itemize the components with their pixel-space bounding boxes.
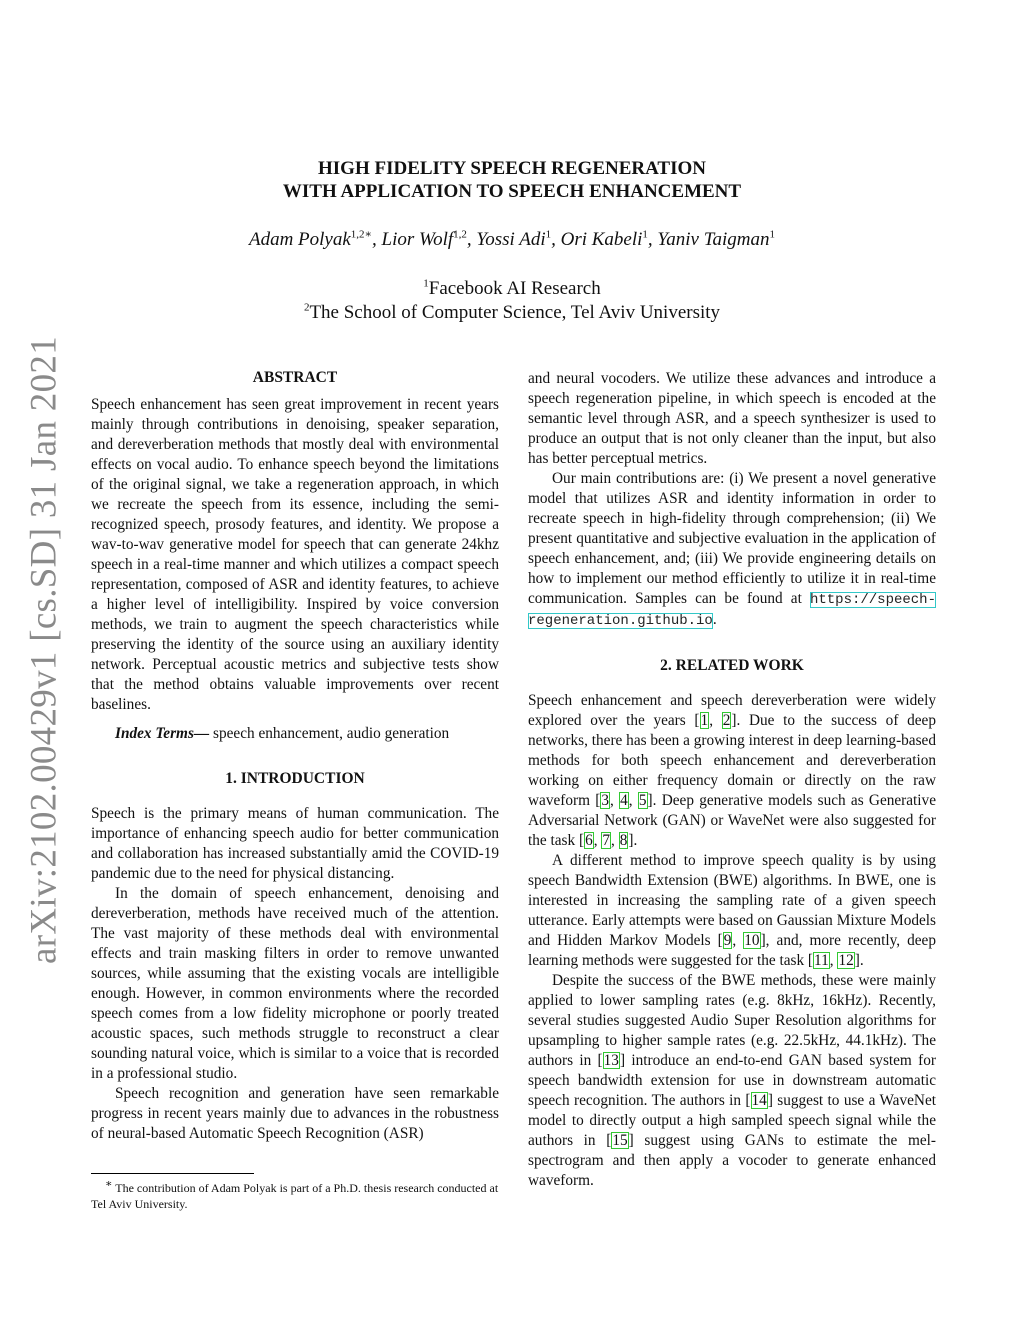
intro-paragraph-2: In the domain of speech enhancement, denoising and dereverberation, methods have received much of the attention. The vast majority of these methods deal with environmental effects and train masking filters in order to remove unwanted sources, while assuming that the existing vocals are intelligible enough. However, in common environments where the recorded speech comes from a low fidelity microphone or poorly treated acoustic spaces, such methods struggle to reconstruct a clear sounding natural voice, which is similar to a voice that is recorded in a professional studio. <box>91 885 499 1082</box>
affiliation-2: $^2$The School of Computer Science, Tel Aviv University <box>303 301 721 323</box>
samples-url-link[interactable]: https://speech-regeneration.github.io <box>528 592 936 629</box>
intro-paragraph-3: Speech recognition and generation have seen remarkable progress in recent years mainly due to advances in the robustness of neural-based Automatic Speech Recognition (ASR) <box>91 1085 499 1142</box>
citation-link[interactable]: 5 <box>638 792 647 809</box>
citation-link[interactable]: 13 <box>603 1052 619 1069</box>
arxiv-identifier: arXiv:2102.00429v1 [cs.SD] 31 Jan 2021 <box>23 335 65 965</box>
intro-contributions: Our main contributions are: (i) We present a novel generative model that utilizes ASR and identity information in order to recreate speech in high-fidelity through comprehension; (ii) We present quantitative and subjective evaluation in the application of speech enhancement, and; (iii) We provide engineering details on how to implement our method efficiently to utilize it in real-time communication. Samples can be found at https://speech-regeneration.github.io. <box>528 470 936 629</box>
author-affil-mark: 1 <box>642 228 648 241</box>
title-line-1: HIGH FIDELITY SPEECH REGENERATION <box>318 158 706 179</box>
author: Ori Kabeli <box>560 229 643 250</box>
author: Adam Polyak <box>248 229 351 250</box>
index-terms <box>91 724 499 744</box>
author: Lior Wolf <box>381 229 454 250</box>
abstract-heading: ABSTRACT <box>252 369 338 386</box>
author-affil-mark: 1,2 <box>453 228 467 241</box>
author-affil-mark: 1 <box>769 228 776 241</box>
footnote-mark: ∗ <box>105 1178 113 1190</box>
citation-link[interactable]: 14 <box>751 1092 767 1109</box>
left-column <box>91 369 499 1144</box>
index-terms-text: speech enhancement, audio generation <box>209 725 450 742</box>
citation-link[interactable]: 2 <box>722 712 731 729</box>
intro-heading: 1. INTRODUCTION <box>225 770 365 787</box>
citation-link[interactable]: 8 <box>619 832 628 849</box>
intro-paragraph-1: Speech is the primary means of human communication. The importance of enhancing speech audio for better communication and collaboration has increased substantially amid the COVID-19 pandemic due to the need for physical distancing. <box>91 805 499 882</box>
related-paragraph-2: A different method to improve speech quality is by using speech Bandwidth Extension (BWE) algorithms. In BWE, one is interested in increasing the sampling rate of a given speech utterance. Early attempts were based on Gaussian Mixture Models and Hidden Markov Models [9, 10], and, more recently, deep learning methods were suggested for the task [11, 12]. <box>528 852 936 969</box>
citation-link[interactable]: 7 <box>602 832 611 849</box>
related-paragraph-1: Speech enhancement and speech dereverberation were widely explored over the years [1, 2]. Due to the success of deep networks, there has been a growing interest in deep learning-based methods for both speech enhancement and dereverberation working on either frequency domain or directly on the raw waveform [3, 4, 5]. Deep generative models such as Generative Adversarial Network (GAN) or WaveNet were also suggested for the task [6, 7, 8]. <box>528 692 936 849</box>
citation-link[interactable]: 9 <box>723 932 732 949</box>
related-paragraph-3: Despite the success of the BWE methods, these were mainly applied to lower sampling rates (e.g. 8kHz, 16kHz). Recently, several studies suggested Audio Super Resolution algorithms for upsampling to higher sample rates (e.g. 22.5kHz, 44.1kHz). The authors in [13] introduce an end-to-end GAN based system for speech bandwidth extension for use in downstream automatic speech recognition. The authors in [14] suggest to use a WaveNet model to directly output a high sampled speech signal while the authors in [15] suggest using GANs to estimate the mel-spectrogram and then apply a vocoder to generate enhanced waveform. <box>528 972 936 1189</box>
author: Yaniv Taigman <box>657 229 770 250</box>
title-line-2: WITH APPLICATION TO SPEECH ENHANCEMENT <box>282 180 742 202</box>
citation-link[interactable]: 11 <box>814 952 829 969</box>
right-column <box>528 369 936 1191</box>
citation-link[interactable]: 10 <box>744 932 760 949</box>
citation-link[interactable]: 1 <box>700 712 709 729</box>
author-affil-mark: 1 <box>545 228 552 241</box>
citation-link[interactable]: 3 <box>601 792 610 809</box>
citation-link[interactable]: 6 <box>585 832 593 849</box>
citation-link[interactable]: 4 <box>620 792 628 809</box>
author: Yossi Adi <box>476 229 546 250</box>
author-list: Adam Polyak$^{1,2∗}$, Lior Wolf$^{1,2}$, Yossi Adi$^1$, Ori Kabeli$^1$, Yaniv Taigman$^1$ <box>248 228 776 250</box>
abstract-text: Speech enhancement has seen great improvement in recent years mainly through contributions in denoising, speaker separation, and dereverberation methods that mostly deal with environmental effects on vocal audio. To enhance speech beyond the limitations of the original signal, we take a regeneration approach, in which we recreate the speech from its essence, including the semi-recognized speech, prosody features, and identity. We propose a wav-to-wav generative model for speech that can generate 24khz speech in a real-time manner and which utilizes a compact speech representation, composed of ASR and identity features, to achieve a higher level of intelligibility. Inspired by voice conversion methods, we train to augment the speech characteristics while preserving the identity of the source using an auxiliary identity network. Perceptual acoustic metrics and subjective tests show that the method obtains valuable improvements over recent baselines. <box>91 396 499 713</box>
footnote <box>91 1180 499 1212</box>
footnote-rule <box>91 1173 254 1174</box>
citation-link[interactable]: 15 <box>612 1132 628 1149</box>
related-work-heading: 2. RELATED WORK <box>660 657 804 674</box>
footnote-text: The contribution of Adam Polyak is part of a Ph.D. thesis research conducted at Tel Aviv University. <box>91 1181 499 1211</box>
affiliation-1: $^1$Facebook AI Research <box>423 277 601 299</box>
paper-title <box>0 158 1024 203</box>
affiliations <box>0 277 1024 325</box>
citation-link[interactable]: 12 <box>838 952 854 969</box>
author-affil-mark: 1,2∗ <box>350 228 373 241</box>
intro-paragraph-3-continued: and neural vocoders. We utilize these advances and introduce a speech regeneration pipeline, in which speech is encoded at the semantic level through ASR, and a speech synthesizer is used to produce an output that is not only cleaner than the input, but also has better perceptual metrics. <box>528 370 936 467</box>
index-terms-label: Index Terms— <box>115 725 210 742</box>
